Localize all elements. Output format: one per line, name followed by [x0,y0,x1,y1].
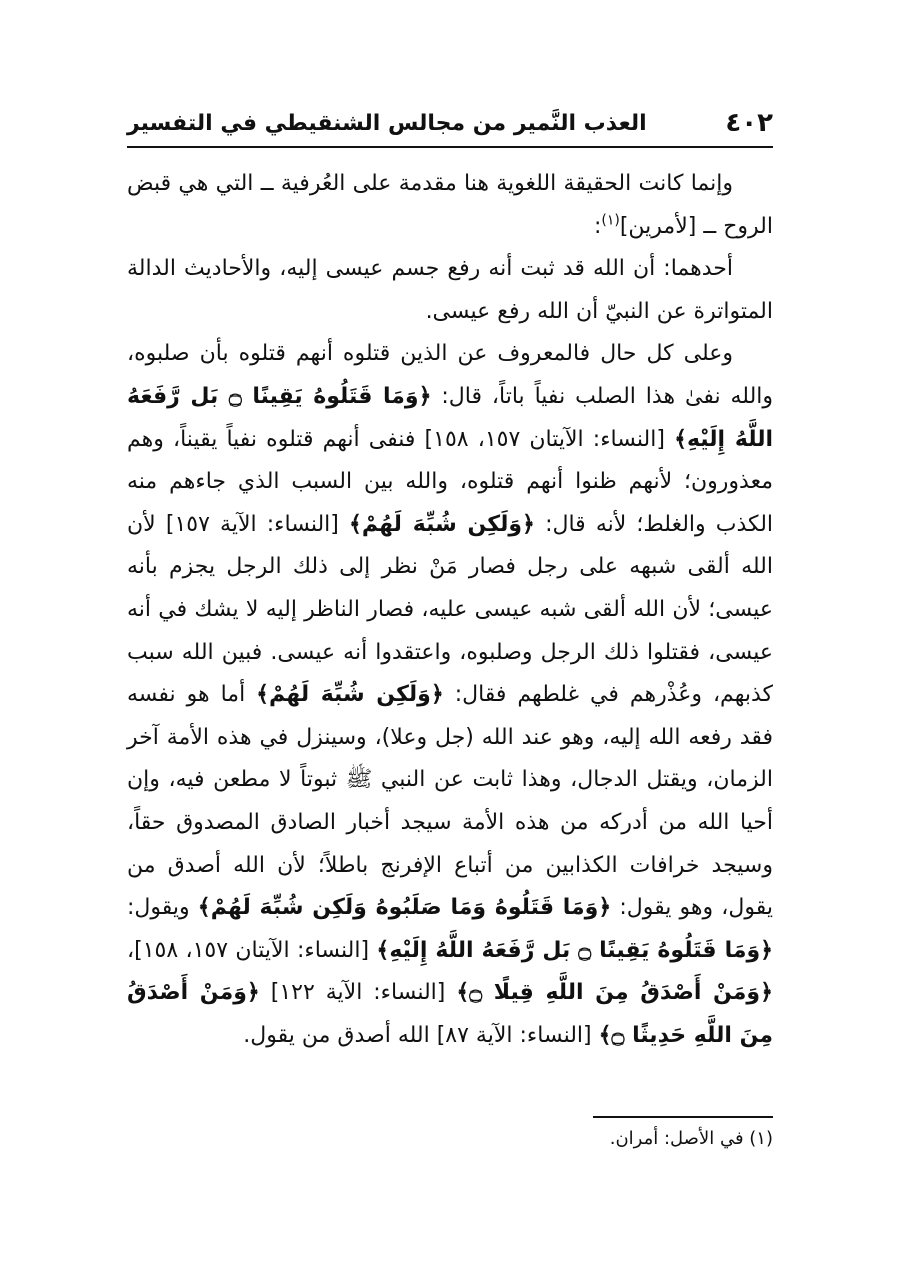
text-segment: [النساء: الآية ١٥٧] لأن الله ألقى شبهه على رجل فصار مَنْ نظر إلى ذلك الرجل يجزم بأنه عيسى؛ لأن الله ألقى شبه عيسى عليه، فصار الناظر إليه لا يشك في أنه عيسى، فقتلوا ذلك الرجل وصلبوه، واعتقدوا أنه عيسى. فبين الله سبب كذبهم، وعُذْرهم في غلطهم فقال: [127,511,773,708]
quran-verse: ﴿وَمَا قَتَلُوهُ يَقِينًا ۝ بَل رَّفَعَهُ اللَّهُ إِلَيْهِ﴾ [127,383,774,452]
page-header [127,100,773,148]
quran-verse: ﴿وَلَكِن شُبِّهَ لَهُمْ﴾ [349,511,535,537]
quran-verse: ﴿وَمَنْ أَصْدَقُ مِنَ اللَّهِ قِيلًا ۝﴾ [456,980,773,1006]
quran-verse: ﴿وَلَكِن شُبِّهَ لَهُمْ﴾ [256,682,444,708]
text-segment: [النساء: الآية ٨٧] الله أصدق من يقول. [243,1022,592,1048]
quran-verse: ﴿وَمَنْ أَصْدَقُ مِنَ اللَّهِ حَدِيثًا ۝﴾ [127,980,773,1048]
text-segment: [النساء: الآية ١٢٢] [270,980,446,1006]
text-segment: وإنما كانت الحقيقة اللغوية هنا مقدمة على العُرفية ــ التي هي قبض الروح ــ [لأمرين] [127,171,773,239]
paragraph-discussion [127,333,773,1057]
footnote-divider [593,1116,773,1118]
text-segment: : [593,213,602,239]
text-segment: [النساء: الآيتان ١٥٧، ١٥٨] فنفى أنهم قتلوه نفياً يقيناً، وهم معذورون؛ لأنهم ظنوا أنهم قتلوه، والله بين السبب الذي جاءهم منه الكذب والغلط؛ لأنه قال: [127,426,774,537]
quran-verse: ﴿وَمَا قَتَلُوهُ وَمَا صَلَبُوهُ وَلَكِن شُبِّهَ لَهُمْ﴾ [197,895,612,921]
page-number: ٤٠٢ [725,108,773,138]
paragraph-intro [127,163,773,248]
quran-verse: ﴿وَمَا قَتَلُوهُ يَقِينًا ۝ بَل رَّفَعَهُ اللَّهُ إِلَيْهِ﴾ [376,937,774,963]
running-title: العذب النَّمير من مجالس الشنقيطي في التفسير [127,110,647,136]
text-segment: وعلى كل حال فالمعروف عن الذين قتلوه أنهم قتلوه بأن صلبوه، والله نفىٰ هذا الصلب نفياً باتاً، قال: [127,341,774,409]
text-segment: أما هو نفسه فقد رفعه الله إليه، وهو عند الله (جل وعلا)، وسينزل في هذه الأمة آخر الزمان، ويقتل الدجال، وهذا ثابت عن النبي ﷺ ثبوتاً لا مطعن فيه، وإن أحيا الله من أدركه من هذه الأمة سيجد أخبار الصادق المصدوق حقاً، وسيجد خرافات الكذابين من أتباع الإفرنج باطلاً؛ لأن الله أصدق من يقول، وهو يقول: [127,682,773,921]
text-segment: أحدهما: أن الله قد ثبت أنه رفع جسم عيسى إليه، والأحاديث الدالة المتواترة عن النبيّ أن الله رفع عيسى. [127,256,773,324]
footnote: (١) في الأصل: أمران. [609,1128,773,1149]
footnote-reference: (١) [601,212,620,229]
text-segment: [النساء: الآيتان ١٥٧، ١٥٨]، [127,937,370,963]
main-text [127,163,773,1057]
text-segment: ويقول: [127,895,190,921]
paragraph-first-reason [127,248,773,333]
